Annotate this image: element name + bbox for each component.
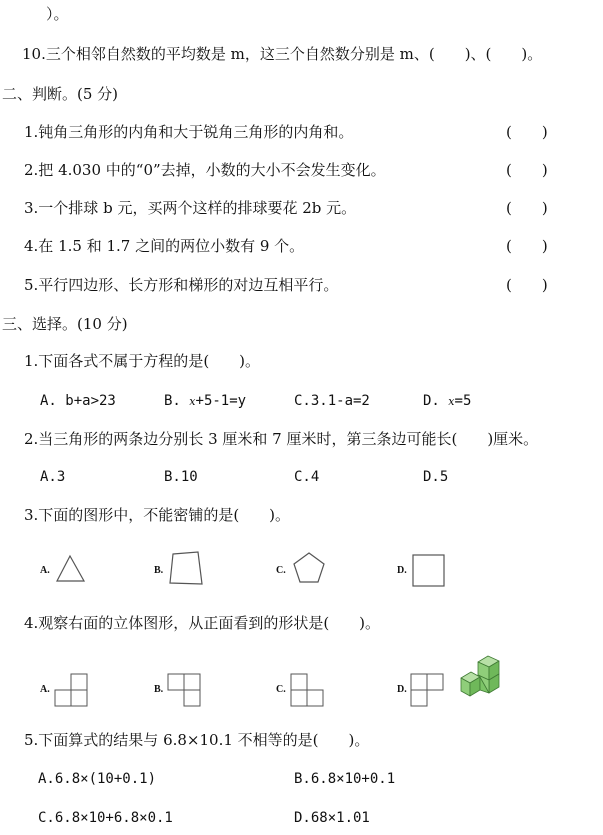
q5-option-a[interactable]: A.6.8×(10+0.1) — [38, 771, 157, 787]
q5-option-b[interactable]: B.6.8×10+0.1 — [294, 771, 396, 787]
q2-option-a[interactable]: A.3 — [40, 469, 66, 485]
q1-option-b-rest: +5-1=y — [195, 393, 247, 409]
q2-option-b[interactable]: B.10 — [164, 469, 198, 485]
q3-option-b-label[interactable]: B. — [154, 565, 164, 576]
judge-answer-blank-2[interactable]: ( ) — [506, 161, 548, 179]
q1-option-d-prefix: D. — [423, 393, 440, 409]
triangle-shape — [56, 554, 86, 584]
judge-answer-blank-4[interactable]: ( ) — [506, 237, 548, 255]
judge-answer-blank-3[interactable]: ( ) — [506, 199, 548, 217]
q1-option-b[interactable] — [164, 391, 246, 412]
previous-question-tail: ）。 — [46, 5, 69, 23]
pentagon-shape — [292, 551, 328, 587]
section-2-title: 二、判断。(5 分) — [2, 85, 119, 103]
judge-item-1: 1.钝角三角形的内角和大于锐角三角形的内角和。 — [24, 123, 354, 141]
q5-option-c[interactable]: C.6.8×10+6.8×0.1 — [38, 810, 173, 826]
judge-item-3: 3.一个排球 b 元，买两个这样的排球要花 2b 元。 — [24, 199, 357, 217]
quadrilateral-shape — [168, 550, 206, 588]
q3-option-a-label[interactable]: A. — [40, 565, 50, 576]
q2-option-c[interactable]: C.4 — [294, 469, 320, 485]
choice-question-3: 3.下面的图形中，不能密铺的是( )。 — [24, 506, 291, 524]
choice-question-1: 1.下面各式不属于方程的是( )。 — [24, 352, 261, 370]
q1-option-d[interactable] — [423, 391, 471, 412]
q1-option-d-rest: =5 — [454, 393, 472, 409]
view-option-a-shape — [54, 673, 90, 709]
q1-option-a[interactable]: A. b+a>23 — [40, 393, 116, 409]
cube-stack-figure — [458, 654, 504, 700]
view-option-c-shape — [290, 673, 326, 709]
judge-item-5: 5.平行四边形、长方形和梯形的对边互相平行。 — [24, 276, 339, 294]
q4-option-a-label[interactable]: A. — [40, 684, 50, 695]
q1-option-d-var: x — [448, 395, 455, 408]
view-option-b-shape — [167, 673, 203, 709]
choice-question-5: 5.下面算式的结果与 6.8×10.1 不相等的是( )。 — [24, 731, 370, 749]
q4-option-c-label[interactable]: C. — [276, 684, 286, 695]
choice-question-2: 2.当三角形的两条边分别长 3 厘米和 7 厘米时，第三条边可能长( )厘米。 — [24, 430, 539, 448]
view-option-d-shape — [410, 673, 446, 709]
q1-option-c[interactable]: C.3.1-a=2 — [294, 393, 370, 409]
q1-option-b-var: x — [189, 395, 196, 408]
q3-option-c-label[interactable]: C. — [276, 565, 286, 576]
square-shape — [412, 554, 446, 588]
q1-option-b-prefix: B. — [164, 393, 181, 409]
judge-item-2: 2.把 4.030 中的“0”去掉，小数的大小不会发生变化。 — [24, 161, 386, 179]
q2-option-d[interactable]: D.5 — [423, 469, 449, 485]
q5-option-d[interactable]: D.68×1.01 — [294, 810, 370, 826]
choice-question-4: 4.观察右面的立体图形，从正面看到的形状是( )。 — [24, 614, 381, 632]
question-10: 10.三个相邻自然数的平均数是 m，这三个自然数分别是 m、( )、( )。 — [22, 45, 543, 63]
judge-answer-blank-5[interactable]: ( ) — [506, 276, 548, 294]
q4-option-d-label[interactable]: D. — [397, 684, 407, 695]
q3-option-d-label[interactable]: D. — [397, 565, 407, 576]
judge-item-4: 4.在 1.5 和 1.7 之间的两位小数有 9 个。 — [24, 237, 305, 255]
q4-option-b-label[interactable]: B. — [154, 684, 164, 695]
judge-answer-blank-1[interactable]: ( ) — [506, 123, 548, 141]
section-3-title: 三、选择。(10 分) — [2, 315, 128, 333]
